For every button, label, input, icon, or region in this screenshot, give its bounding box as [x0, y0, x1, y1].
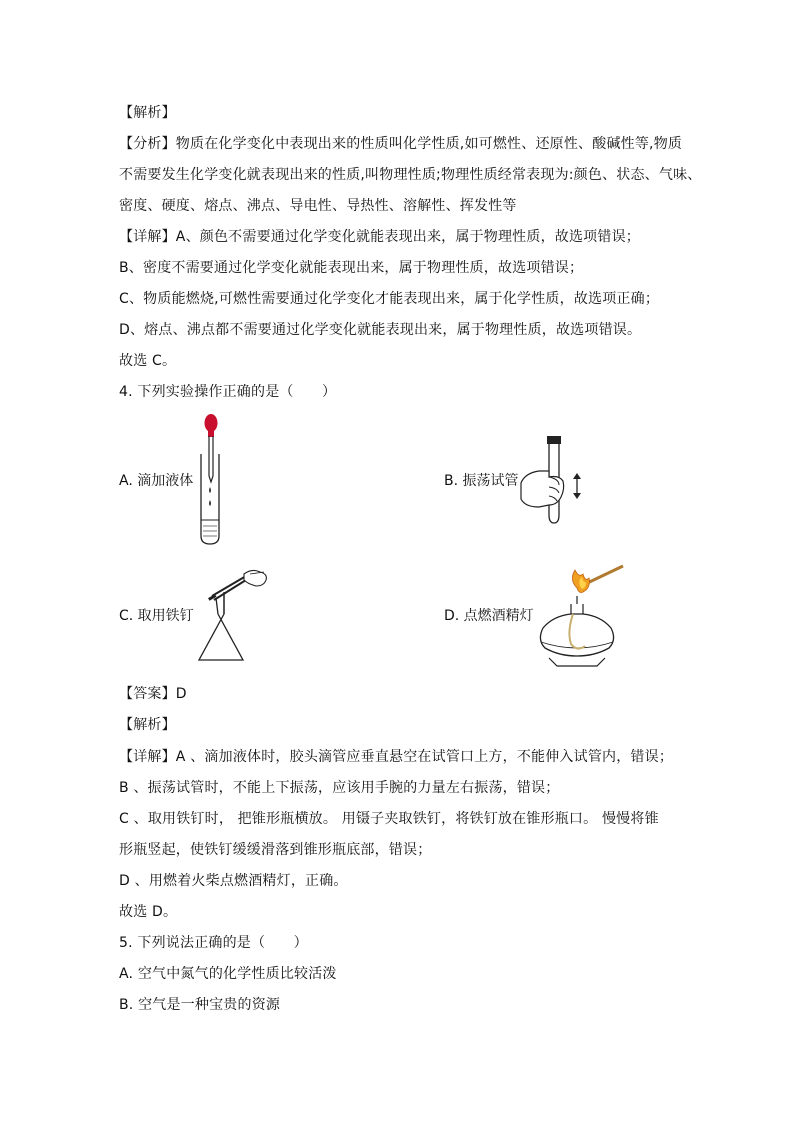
- option-d-label: D. 点燃酒精灯: [444, 608, 534, 624]
- shaking-test-tube-figure: [519, 433, 585, 527]
- analysis-line-1: 【分析】物质在化学变化中表现出来的性质叫化学性质,如可燃性、还原性、酸碱性等,物质: [119, 136, 683, 152]
- iron-nail-flask-figure: [194, 568, 274, 664]
- question-4-title: 4. 下列实验操作正确的是（ ）: [119, 384, 337, 400]
- answer-line-4: 【答案】D: [119, 686, 187, 702]
- section-heading-analysis-4: 【解析】: [119, 717, 176, 733]
- answer-summary-4: 故选 D。: [119, 904, 178, 920]
- detail-line-4b: B 、振荡试管时，不能上下振荡，应该用手腕的力量左右振荡，错误；: [119, 780, 560, 796]
- detail-line-a: 【详解】A、颜色不需要通过化学变化就能表现出来，属于物理性质，故选项错误；: [119, 229, 640, 245]
- detail-line-b: B、密度不需要通过化学变化就能表现出来，属于物理性质，故选项错误；: [119, 260, 584, 276]
- detail-line-c: C、物质能燃烧,可燃性需要通过化学变化才能表现出来，属于化学性质，故选项正确；: [119, 291, 660, 307]
- detail-line-4d: D 、用燃着火柴点燃酒精灯，正确。: [119, 873, 348, 889]
- question-5-option-a: A. 空气中氮气的化学性质比较活泼: [119, 966, 337, 982]
- analysis-line-2: 不需要发生化学变化就表现出来的性质,叫物理性质;物理性质经常表现为:颜色、状态、气味、: [119, 167, 702, 183]
- answer-summary-3: 故选 C。: [119, 353, 177, 369]
- alcohol-lamp-figure: [533, 562, 629, 668]
- option-a-label: A. 滴加液体: [119, 473, 194, 489]
- option-c-label: C. 取用铁钉: [119, 608, 194, 624]
- question-5-option-b: B. 空气是一种宝贵的资源: [119, 997, 281, 1013]
- detail-line-4c-1: C 、取用铁钉时， 把锥形瓶横放。 用镊子夹取铁钉，将铁钉放在锥形瓶口。 慢慢将锥: [119, 811, 659, 827]
- section-heading-analysis: 【解析】: [119, 105, 176, 121]
- question-5-title: 5. 下列说法正确的是（ ）: [119, 935, 308, 951]
- dropper-test-tube-figure: [193, 412, 233, 548]
- detail-line-d: D、熔点、沸点都不需要通过化学变化就能表现出来，属于物理性质，故选项错误。: [119, 322, 642, 338]
- analysis-line-3: 密度、硬度、熔点、沸点、导电性、导热性、溶解性、挥发性等: [119, 198, 517, 214]
- option-b-label: B. 振荡试管: [444, 473, 519, 489]
- detail-line-4c-2: 形瓶竖起，使铁钉缓缓滑落到锥形瓶底部，错误；: [119, 842, 432, 858]
- detail-line-4a: 【详解】A 、滴加液体时，胶头滴管应垂直悬空在试管口上方，不能伸入试管内，错误；: [119, 749, 674, 765]
